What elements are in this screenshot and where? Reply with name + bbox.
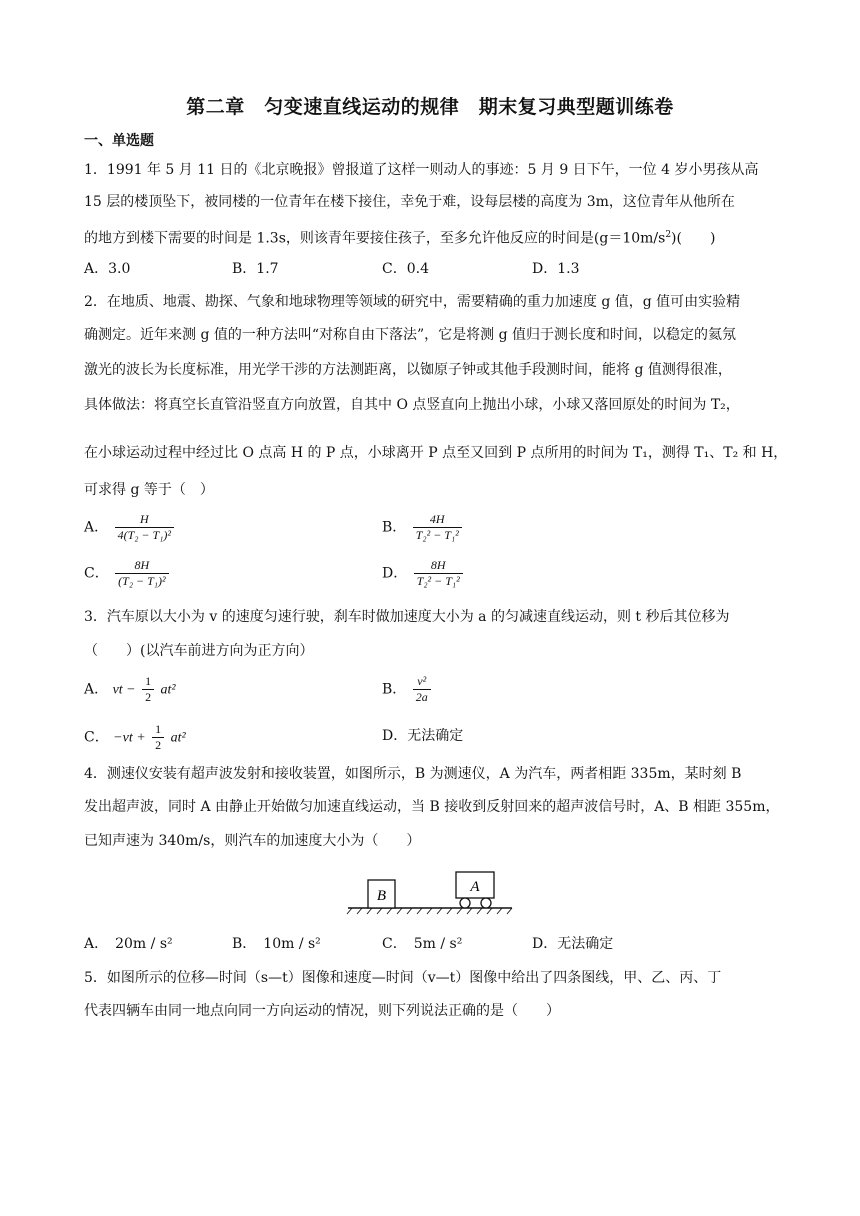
q5-line-2: 代表四辆车由同一地点向同一方向运动的情况，则下列说法正确的是（ ） — [84, 1003, 560, 1019]
q4-option-b[interactable]: B． 10m / s² — [232, 936, 321, 952]
speed-meter-b-label: B — [376, 888, 387, 904]
q2-option-c[interactable]: C． $\frac{8H}{\text{(T₂ − T₁)²}}$ — [84, 558, 171, 589]
q2-line-3: 激光的波长为长度标准，用光学干涉的方法测距离，以铷原子钟或其他手段测时间，能将 g 值测得很准， — [84, 362, 732, 378]
speed-meter-figure — [346, 868, 516, 918]
q1-line-1: 1．1991 年 5 月 11 日的《北京晚报》曾报道了这样一则动人的事迹：5 月 9 日下午，一位 4 岁小男孩从高 — [84, 162, 759, 178]
q1-line-3: 的地方到楼下需要的时间是 1.3s，则该青年要接住孩子，至多允许他反应的时间是$(g=10m/s^2)$( ) — [84, 230, 716, 247]
car-a-wheel-right — [481, 898, 491, 908]
q3-option-c[interactable]: C． −vt + $\frac{1}{2}$ at² — [84, 722, 186, 752]
q4-option-d[interactable]: D．无法确定 — [532, 936, 614, 952]
q2-option-b[interactable]: B． $\frac{4H}{\text{T₂² − T₁²}}$ — [382, 512, 464, 543]
q3-option-b[interactable]: B． $\frac{\text{v²}}{2a}$ — [382, 674, 433, 705]
q3-line-1: 3．汽车原以大小为 v 的速度匀速行驶，刹车时做加速度大小为 a 的匀减速直线运动，则 t 秒后其位移为 — [84, 609, 730, 625]
q3-option-d[interactable]: D．无法确定 — [382, 728, 464, 744]
q4-option-a[interactable]: A． 20m / s² — [84, 936, 173, 952]
q2-option-d[interactable]: D． $\frac{8H}{\text{T₂² − T₁²}}$ — [382, 558, 465, 589]
q3-option-a[interactable]: A． vt − $\frac{1}{2}$ at² — [84, 674, 176, 704]
section-heading: 一、单选题 — [84, 133, 154, 149]
q3-line-2: （ ）(以汽车前进方向为正方向） — [84, 643, 314, 659]
q1-option-d[interactable]: D．1.3 — [532, 261, 580, 277]
q1-option-a[interactable]: A．3.0 — [84, 261, 131, 277]
q4-line-1: 4．测速仪安装有超声波发射和接收装置，如图所示，B 为测速仪，A 为汽车，两者相距 335m，某时刻 B — [84, 766, 742, 782]
q2-line-5: 在小球运动过程中经过比 O 点高 H 的 P 点，小球离开 P 点至又回到 P 点所用的时间为 T₁，测得 T₁、T₂ 和 H， — [84, 445, 788, 461]
q2-line-2: 确测定。近年来测 g 值的一种方法叫“对称自由下落法”，它是将测 g 值归于测长度和时间，以稳定的氦氖 — [84, 327, 737, 343]
car-a-label: A — [470, 879, 480, 895]
q2-line-6: 可求得 g 等于（ ） — [84, 482, 214, 498]
car-a-wheel-left — [460, 898, 470, 908]
q2-line-1: 2．在地质、地震、勘探、气象和地球物理等领域的研究中，需要精确的重力加速度 g 值，g 值可由实验精 — [84, 294, 741, 310]
q4-line-3: 已知声速为 340m/s，则汽车的加速度大小为（ ） — [84, 833, 421, 849]
q5-line-1: 5．如图所示的位移—时间（s—t）图像和速度—时间（v—t）图像中给出了四条图线，甲、乙、丙、丁 — [84, 970, 722, 986]
q2-option-a[interactable]: A． $\frac{H}{\text{4(T₂ − T₁)²}}$ — [84, 512, 176, 543]
q1-line-2: 15 层的楼顶坠下，被同楼的一位青年在楼下接住，幸免于难，设每层楼的高度为 3m，这位青年从他所在 — [84, 194, 735, 210]
ground-hatching — [347, 908, 512, 914]
page-title: 第二章 匀变速直线运动的规律 期末复习典型题训练卷 — [186, 96, 674, 118]
q2-line-4: 具体做法：将真空长直管沿竖直方向放置，自其中 O 点竖直向上抛出小球，小球又落回原处的时间为 T₂， — [84, 397, 740, 413]
q4-option-c[interactable]: C． 5m / s² — [382, 936, 463, 952]
q1-option-c[interactable]: C．0.4 — [382, 261, 429, 277]
q4-line-2: 发出超声波，同时 A 由静止开始做匀加速直线运动，当 B 接收到反射回来的超声波信号时，A、B 相距 355m， — [84, 799, 780, 815]
q1-option-b[interactable]: B．1.7 — [232, 261, 279, 277]
